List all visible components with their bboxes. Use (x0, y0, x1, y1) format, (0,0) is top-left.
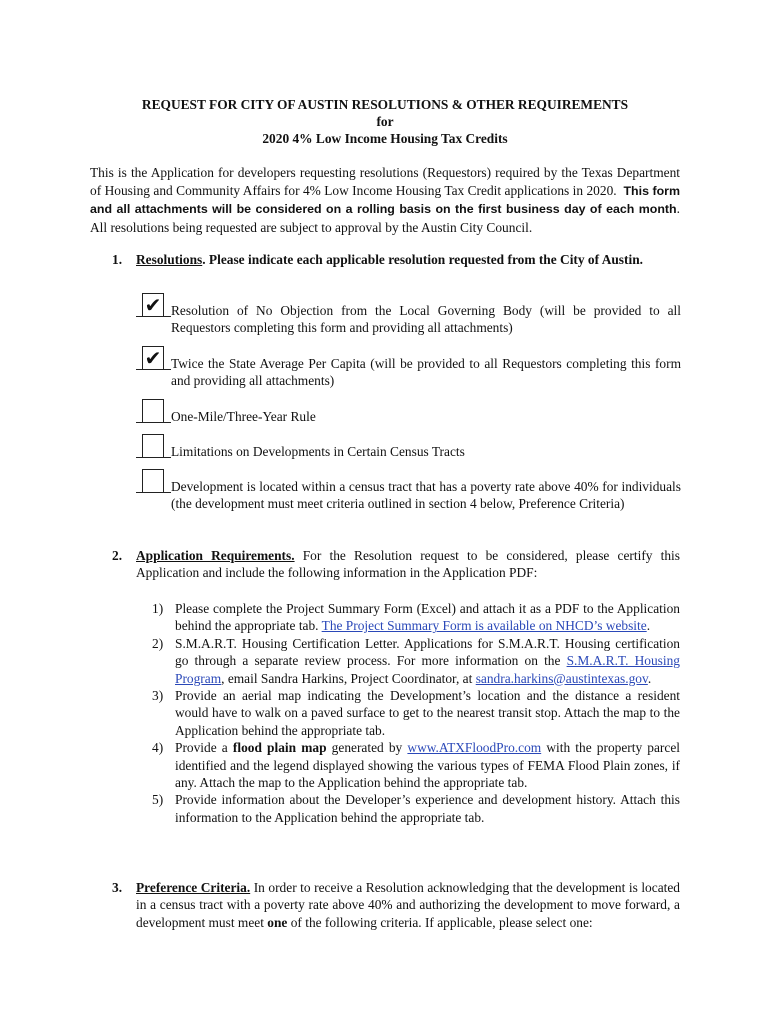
list-number: 3) (152, 688, 164, 704)
section-heading: Application Requirements. (136, 548, 295, 563)
section-paragraph (136, 879, 680, 931)
list-item-text: . (647, 670, 652, 686)
list-item-text: S.M.A.R.T. Housing Certification Letter. Applications for S.M.A.R.T. Housing certification go through a separate review process. For more information on the (175, 635, 680, 669)
list-item-text: , email Sandra Harkins, Project Coordinator, at (221, 670, 476, 686)
intro-text-end: . All resolutions being requested are subject to approval by the Austin City Council. (90, 201, 680, 235)
checkbox-item-twice-state-average[interactable] (136, 346, 681, 390)
checkbox-label: Development is located within a census tract that has a poverty rate above 40% for individuals (the development must meet criteria outlined in section 4 below, Preference Criteria) (171, 479, 681, 512)
list-item-text: Provide an aerial map indicating the Development’s location and the distance a resident would have to walk on a paved surface to get to the nearest transit stop. Attach the map to the Application behind the appropriate tab. (175, 688, 680, 738)
checkbox-label: Limitations on Developments in Certain Census Tracts (171, 444, 465, 459)
list-item-text: . (646, 618, 651, 634)
smart-housing-program-link[interactable]: S.M.A.R.T. Housing Program (175, 653, 680, 686)
checkbox-label: One-Mile/Three-Year Rule (171, 409, 316, 424)
section-text: In order to receive a Resolution acknowledging that the development is located in a census tract with a poverty rate above 40% and authorizing the development to move forward, a development must meet (136, 880, 680, 930)
list-item (150, 687, 680, 739)
section-number: 1. (112, 252, 123, 267)
list-item-text: Provide information about the Developer’s experience and development history. Attach this information to the Application behind the appropriate tab. (175, 792, 680, 825)
title-line-1: REQUEST FOR CITY OF AUSTIN RESOLUTIONS & OTHER REQUIREMENTS (141, 97, 629, 112)
list-item-text: Please complete the Project Summary Form (Excel) and attach it as a PDF to the Application behind the appropriate tab. (175, 601, 680, 634)
list-item-text: with the property parcel identified and the legend displayed showing the various types of FEMA Flood Plain zones, if any. Attach the map to the Application behind the appropriate tab. (175, 740, 680, 791)
list-number: 2) (152, 635, 164, 651)
section-text-end: of the following criteria. If applicable, please select one: (287, 914, 593, 930)
section-application-requirements (90, 547, 680, 582)
checkbox-item-poverty-rate[interactable] (136, 478, 681, 513)
document-title (90, 96, 680, 147)
section-number: 2. (112, 548, 123, 563)
list-number: 4) (152, 740, 164, 756)
section-number: 3. (112, 880, 123, 895)
list-item (150, 635, 680, 687)
checkbox-empty[interactable] (142, 469, 164, 493)
intro-paragraph (90, 164, 680, 236)
section-paragraph (136, 547, 680, 582)
checkbox-item-one-mile-rule[interactable] (136, 408, 681, 425)
title-line-3: 2020 4% Low Income Housing Tax Credits (262, 131, 508, 146)
checkbox-empty[interactable] (142, 399, 164, 423)
list-item-text: Provide a (175, 740, 233, 756)
checkbox-label: Twice the State Average Per Capita (will be provided to all Requestors completing this form and providing all attachments) (171, 356, 681, 389)
checkbox-checked[interactable]: ✔ (142, 346, 164, 370)
section-text: For the Resolution request to be considered, please certify this Application and include the following information in the Application PDF: (136, 548, 680, 581)
list-number: 5) (152, 792, 164, 808)
section-preference-criteria (90, 879, 680, 931)
title-line-2: for (376, 114, 394, 129)
checkbox-item-census-tract-limitations[interactable] (136, 443, 681, 460)
intro-bold-text: This form and all attachments will be considered on a rolling basis on the first business day of each month (90, 183, 681, 216)
email-link[interactable]: sandra.harkins@austintexas.gov (475, 670, 648, 686)
list-item-bold-text: flood plain map (232, 740, 327, 756)
section-heading-underlined: Resolutions (136, 252, 203, 267)
section-heading (136, 251, 680, 268)
list-number: 1) (152, 601, 164, 616)
project-summary-form-link[interactable]: The Project Summary Form is available on NHCD’s website (321, 618, 647, 634)
section-heading: Preference Criteria. (136, 880, 251, 895)
section-bold-text: one (267, 914, 288, 930)
list-item-text: generated by (326, 740, 408, 756)
checkbox-empty[interactable] (142, 434, 164, 458)
section-heading-rest: . Please indicate each applicable resolution requested from the City of Austin. (202, 252, 643, 267)
list-item (150, 739, 680, 791)
checkbox-checked[interactable]: ✔ (142, 293, 164, 317)
atx-flood-pro-link[interactable]: www.ATXFloodPro.com (407, 740, 542, 756)
checkbox-item-no-objection[interactable] (136, 293, 681, 337)
intro-text: This is the Application for developers requesting resolutions (Requestors) required by the Texas Department of Housing and Community Affairs for 4% Low Income Housing Tax Credit applications in 2020. (90, 165, 680, 198)
list-item (150, 600, 680, 635)
section-resolutions (90, 251, 680, 268)
list-item (150, 791, 680, 826)
requirements-list (150, 600, 680, 826)
checkbox-label: Resolution of No Objection from the Local Governing Body (will be provided to all Requestors completing this form and providing all attachments) (171, 303, 681, 336)
